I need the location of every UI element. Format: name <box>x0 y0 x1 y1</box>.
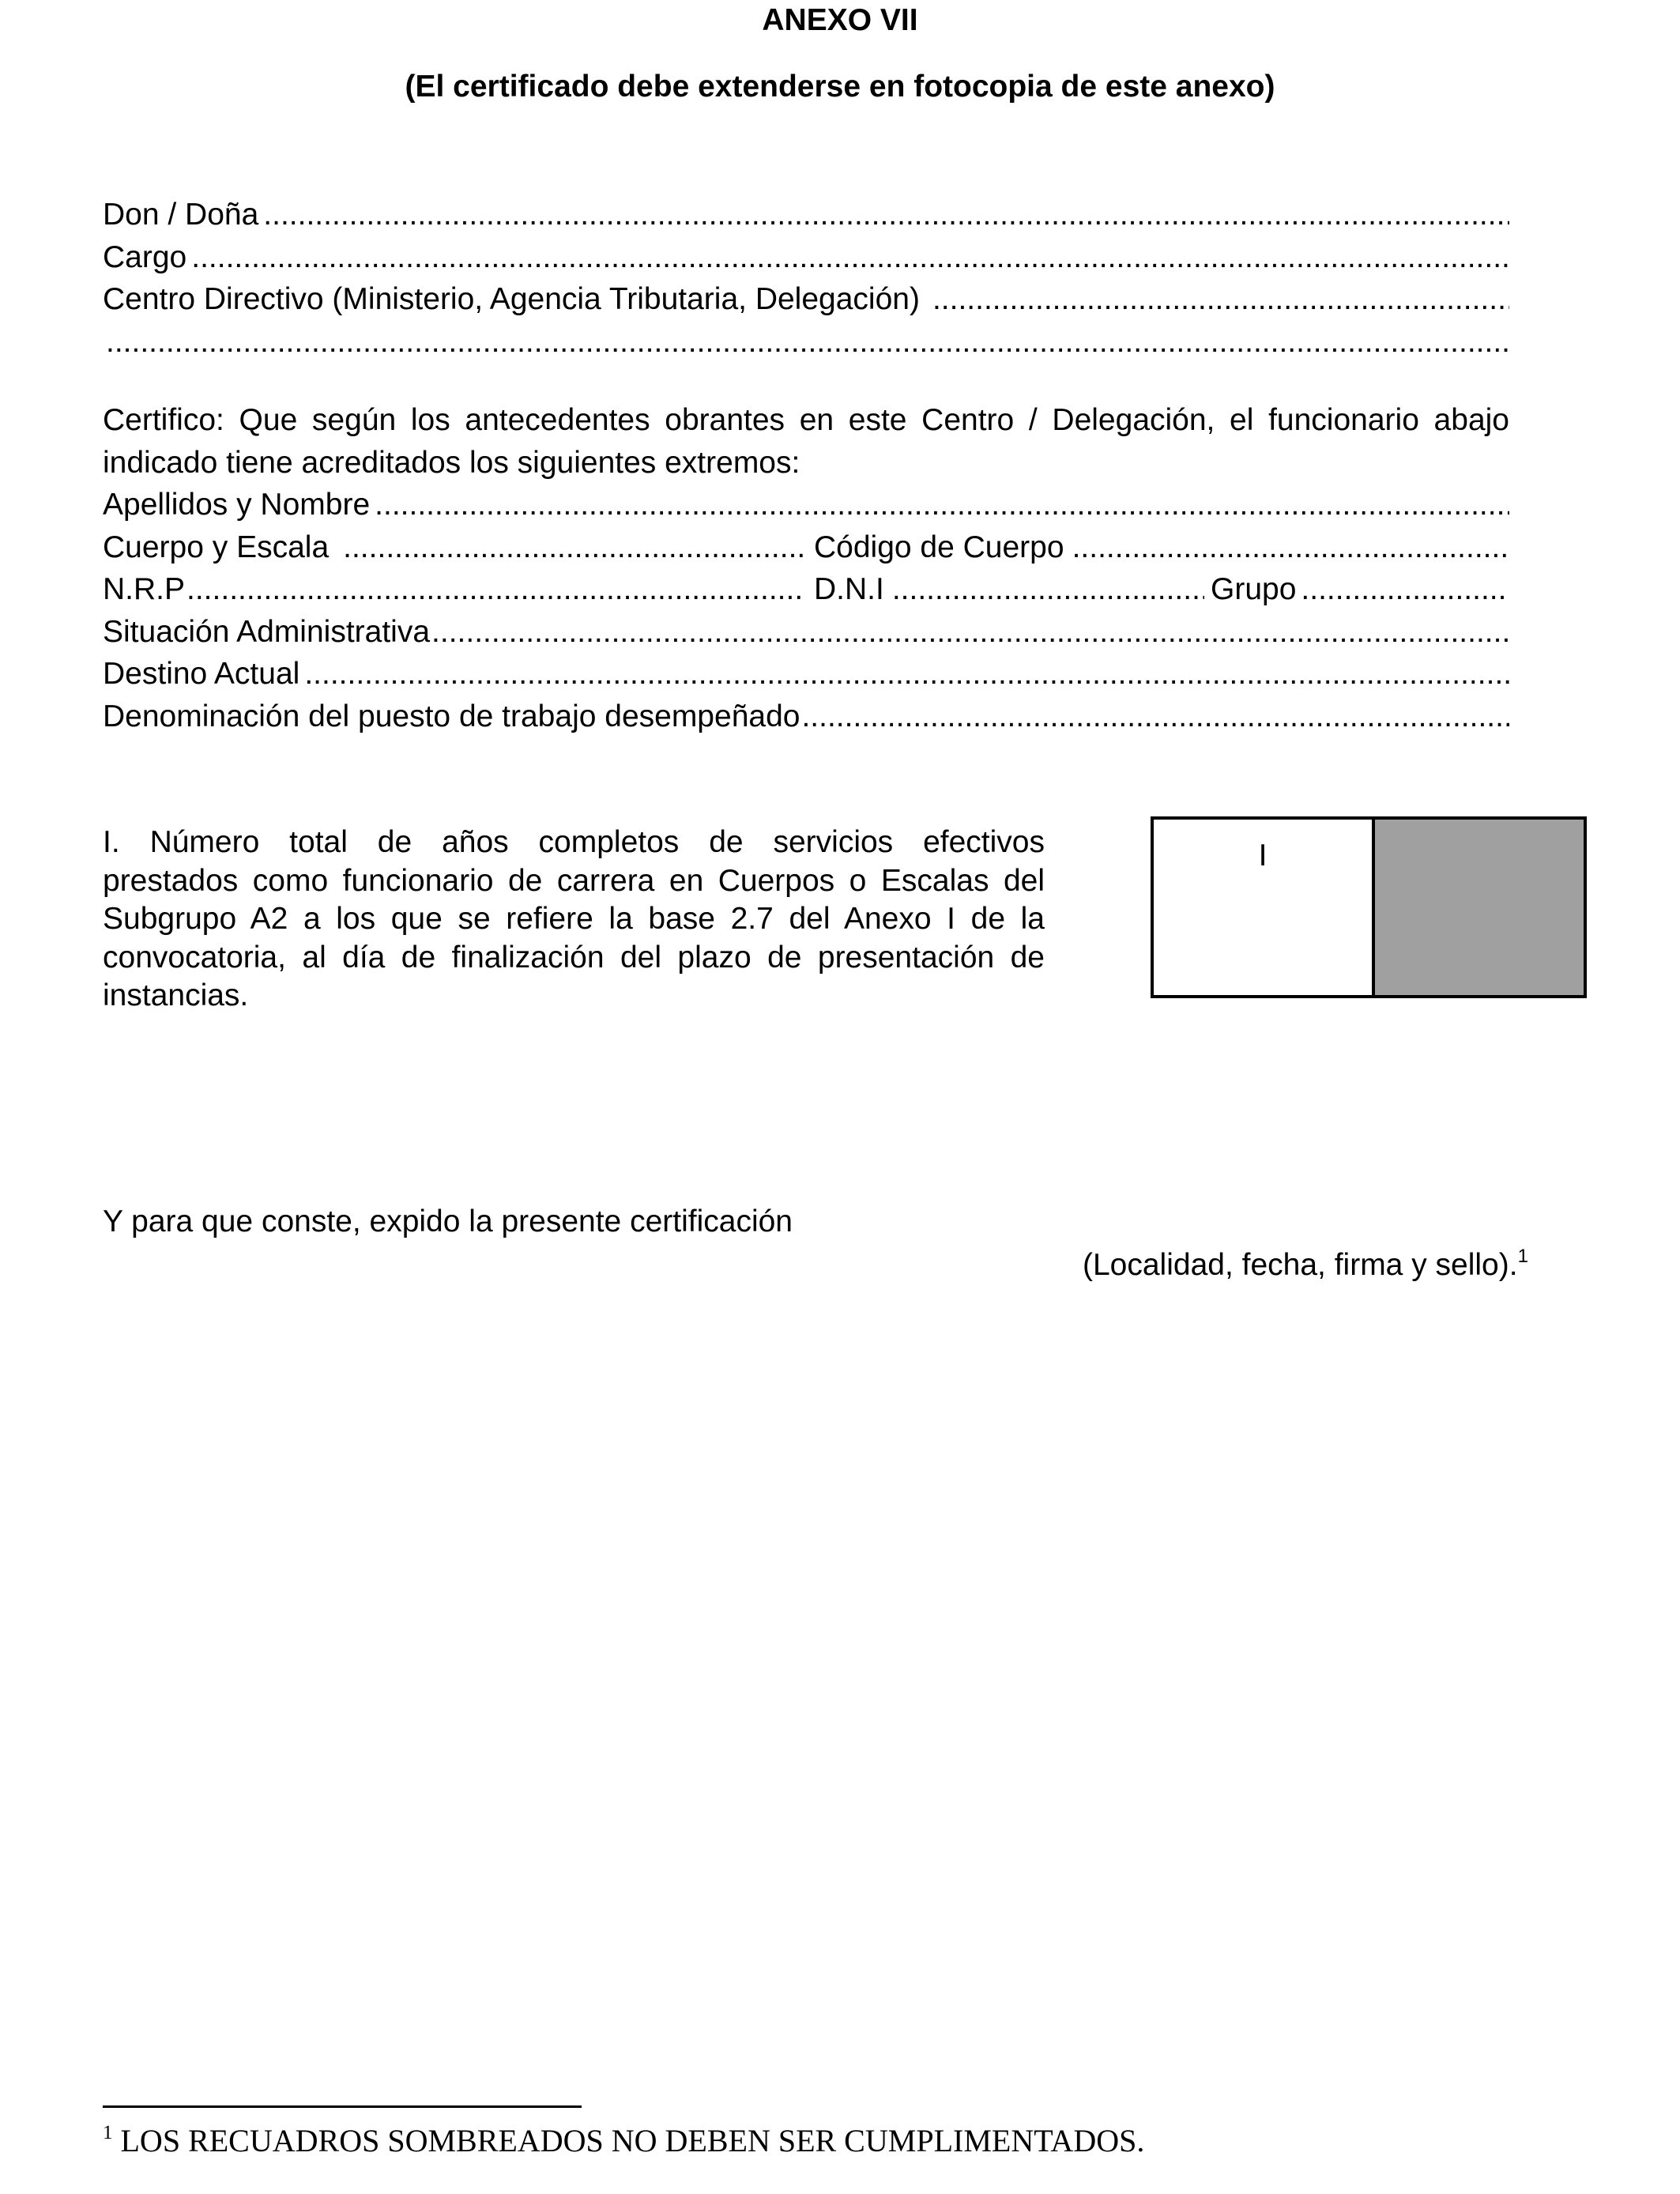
footnote-reference: 1 <box>1517 1246 1528 1267</box>
field-nrp <box>103 568 804 611</box>
fill-dots <box>375 484 1509 526</box>
field-don <box>103 194 1509 236</box>
field-label: N.R.P <box>103 572 186 606</box>
field-label: Apellidos y Nombre <box>103 488 371 522</box>
fill-dots <box>932 278 1509 321</box>
fill-dots <box>801 696 1509 738</box>
fill-dots <box>304 653 1509 696</box>
footnote-number: 1 <box>103 2122 113 2143</box>
field-dni <box>814 568 1204 611</box>
field-grupo <box>1211 568 1509 611</box>
fill-dots <box>431 611 1509 654</box>
footnote-text: LOS RECUADROS SOMBREADOS NO DEBEN SER CUMPLIMENTADOS. <box>120 2123 1145 2158</box>
footnote <box>103 2122 1144 2160</box>
field-label: Centro Directivo (Ministerio, Agencia Tributaria, Delegación) <box>103 282 920 316</box>
field-label: Código de Cuerpo <box>814 530 1064 564</box>
fill-dots <box>191 236 1509 279</box>
certifico-line-2: indicado tiene acreditados los siguientes extremos: <box>103 445 800 480</box>
field-label: Grupo <box>1211 572 1297 606</box>
document-subtitle: (El certificado debe extenderse en fotocopia de este anexo) <box>405 70 1275 104</box>
field-destino <box>103 653 1509 696</box>
footnote-separator <box>103 2105 582 2108</box>
fill-dots <box>106 321 1509 364</box>
certifico-line-1: Certifico: Que según los antecedentes obrantes en este Centro / Delegación, el funcionario abajo <box>103 403 1509 437</box>
item-i-line: convocatoria, al día de finalización del plazo de presentación de <box>103 940 1045 974</box>
field-label: D.N.I <box>814 572 884 606</box>
box-label: I <box>1258 839 1268 873</box>
fill-dots <box>343 526 804 569</box>
fill-dots <box>1301 568 1509 611</box>
field-cuerpo <box>103 526 804 569</box>
item-i-shaded-cell <box>1375 820 1584 995</box>
field-cuerpo-codigo <box>103 526 1509 569</box>
certification-block <box>103 399 1509 737</box>
field-denominacion <box>103 696 1509 738</box>
field-label: Cargo <box>103 239 187 274</box>
item-i-score-box <box>1151 816 1587 998</box>
closing-statement: Y para que conste, expido la presente certificación <box>103 1204 793 1238</box>
fill-dots <box>892 568 1204 611</box>
item-i-line: instancias. <box>103 978 249 1012</box>
field-centro-continued <box>103 321 1509 364</box>
item-i-entry-cell[interactable] <box>1154 820 1375 995</box>
field-label: Destino Actual <box>103 657 300 691</box>
item-i-description <box>103 824 1045 1016</box>
issuer-block <box>103 194 1509 363</box>
field-cargo <box>103 236 1509 279</box>
item-i-line: I. Número total de años completos de servicios efectivos <box>103 825 1045 859</box>
field-apellidos <box>103 484 1509 526</box>
field-codigo <box>814 526 1509 569</box>
place-date-text: (Localidad, fecha, firma y sello). <box>1083 1248 1518 1282</box>
field-label: Denominación del puesto de trabajo desempeñado <box>103 699 800 733</box>
field-nrp-dni-grupo <box>103 568 1509 611</box>
item-i-line: Subgrupo A2 a los que se refiere la base 2.7 del Anexo I de la <box>103 902 1045 936</box>
document-title: ANEXO VII <box>762 3 918 37</box>
field-label: Don / Doña <box>103 198 259 232</box>
place-date-signature <box>1083 1246 1528 1284</box>
field-centro <box>103 278 1509 321</box>
field-label: Situación Administrativa <box>103 614 431 649</box>
fill-dots <box>263 194 1509 236</box>
field-situacion <box>103 611 1509 654</box>
field-label: Cuerpo y Escala <box>103 530 330 564</box>
fill-dots <box>186 568 804 611</box>
fill-dots <box>1072 526 1509 569</box>
item-i-line: prestados como funcionario de carrera en Cuerpos o Escalas del <box>103 863 1045 898</box>
